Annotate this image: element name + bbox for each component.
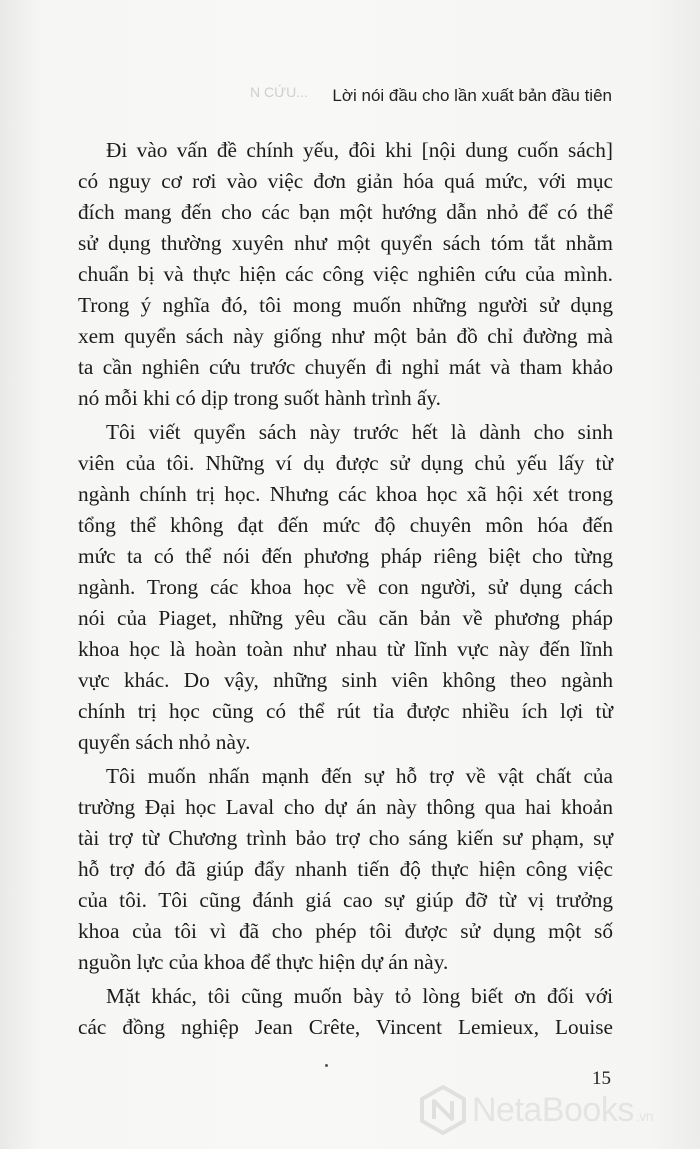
print-speck (325, 1064, 328, 1067)
text-line: hỗ trợ đó đã giúp đẩy nhanh tiến độ thực hiện công việc (78, 857, 613, 881)
text-line: chuẩn bị và thực hiện các công việc nghiên cứu của mình. (78, 262, 613, 286)
running-header: Lời nói đầu cho lần xuất bản đầu tiên (332, 86, 612, 105)
paragraph (78, 761, 613, 978)
paragraph (78, 417, 613, 758)
text-line: nguồn lực của khoa để thực hiện dự án này. (78, 950, 449, 974)
text-line: nó mỗi khi có dịp trong suốt hành trình ấy. (78, 386, 441, 410)
text-line: Đi vào vấn đề chính yếu, đôi khi [nội dung cuốn sách] (106, 138, 613, 162)
watermark-suffix: .vn (635, 1107, 654, 1124)
paragraph (78, 135, 613, 414)
text-line: vực khác. Do vậy, những sinh viên không theo ngành (78, 668, 613, 692)
text-line: ngành. Trong các khoa học về con người, sử dụng cách (78, 575, 613, 599)
text-line: nói của Piaget, những yêu cầu căn bản về phương pháp (78, 606, 613, 630)
text-line: viên của tôi. Những ví dụ được sử dụng chủ yếu lấy từ (78, 451, 613, 475)
text-line: ta cần nghiên cứu trước chuyến đi nghỉ mát và tham khảo (78, 355, 613, 379)
netabooks-logo-icon (418, 1085, 468, 1135)
text-line: các đồng nghiệp Jean Crête, Vincent Lemieux, Louise (78, 1015, 613, 1039)
text-line: khoa của tôi vì đã cho phép tôi được sử dụng một số (78, 919, 613, 943)
watermark-brand: NetaBooks (472, 1090, 634, 1129)
text-line: chính trị học cũng có thể rút tỉa được nhiều ích lợi từ (78, 699, 613, 723)
text-line: sử dụng thường xuyên như một quyển sách tóm tắt nhằm (78, 231, 613, 255)
paragraph (78, 981, 613, 1043)
text-line: tổng thể không đạt đến mức độ chuyên môn hóa đến (78, 513, 613, 537)
text-line: Tôi muốn nhấn mạnh đến sự hỗ trợ về vật chất của (106, 764, 613, 788)
page-number: 15 (592, 1068, 611, 1089)
text-line: mức ta có thể nói đến phương pháp riêng biệt cho từng (78, 544, 613, 568)
text-line: xem quyển sách này giống như một bản đồ chỉ đường mà (78, 324, 613, 348)
text-line: khoa học là hoàn toàn như nhau từ lĩnh vực này đến lĩnh (78, 637, 613, 661)
text-line: trường Đại học Laval cho dự án này thông qua hai khoản (78, 795, 613, 819)
text-line: của tôi. Tôi cũng đánh giá cao sự giúp đỡ từ vị trưởng (78, 888, 613, 912)
text-line: tài trợ từ Chương trình bảo trợ cho sáng kiến sư phạm, sự (78, 826, 613, 850)
text-line: Trong ý nghĩa đó, tôi mong muốn những người sử dụng (78, 293, 613, 317)
text-line: có nguy cơ rơi vào việc đơn giản hóa quá mức, với mục (78, 169, 613, 193)
watermark-text (472, 1091, 653, 1130)
text-line: quyển sách nhỏ này. (78, 730, 251, 754)
text-line: đích mang đến cho các bạn một hướng dẫn nhỏ để có thể (78, 200, 613, 224)
body-text (78, 135, 613, 1043)
text-line: Tôi viết quyển sách này trước hết là dành cho sinh (106, 420, 613, 444)
bleed-through-header: N CỨU... (250, 84, 308, 100)
text-line: Mặt khác, tôi cũng muốn bày tỏ lòng biết ơn đối với (106, 984, 613, 1008)
text-line: ngành chính trị học. Nhưng các khoa học xã hội xét trong (78, 482, 613, 506)
watermark (418, 1082, 688, 1138)
